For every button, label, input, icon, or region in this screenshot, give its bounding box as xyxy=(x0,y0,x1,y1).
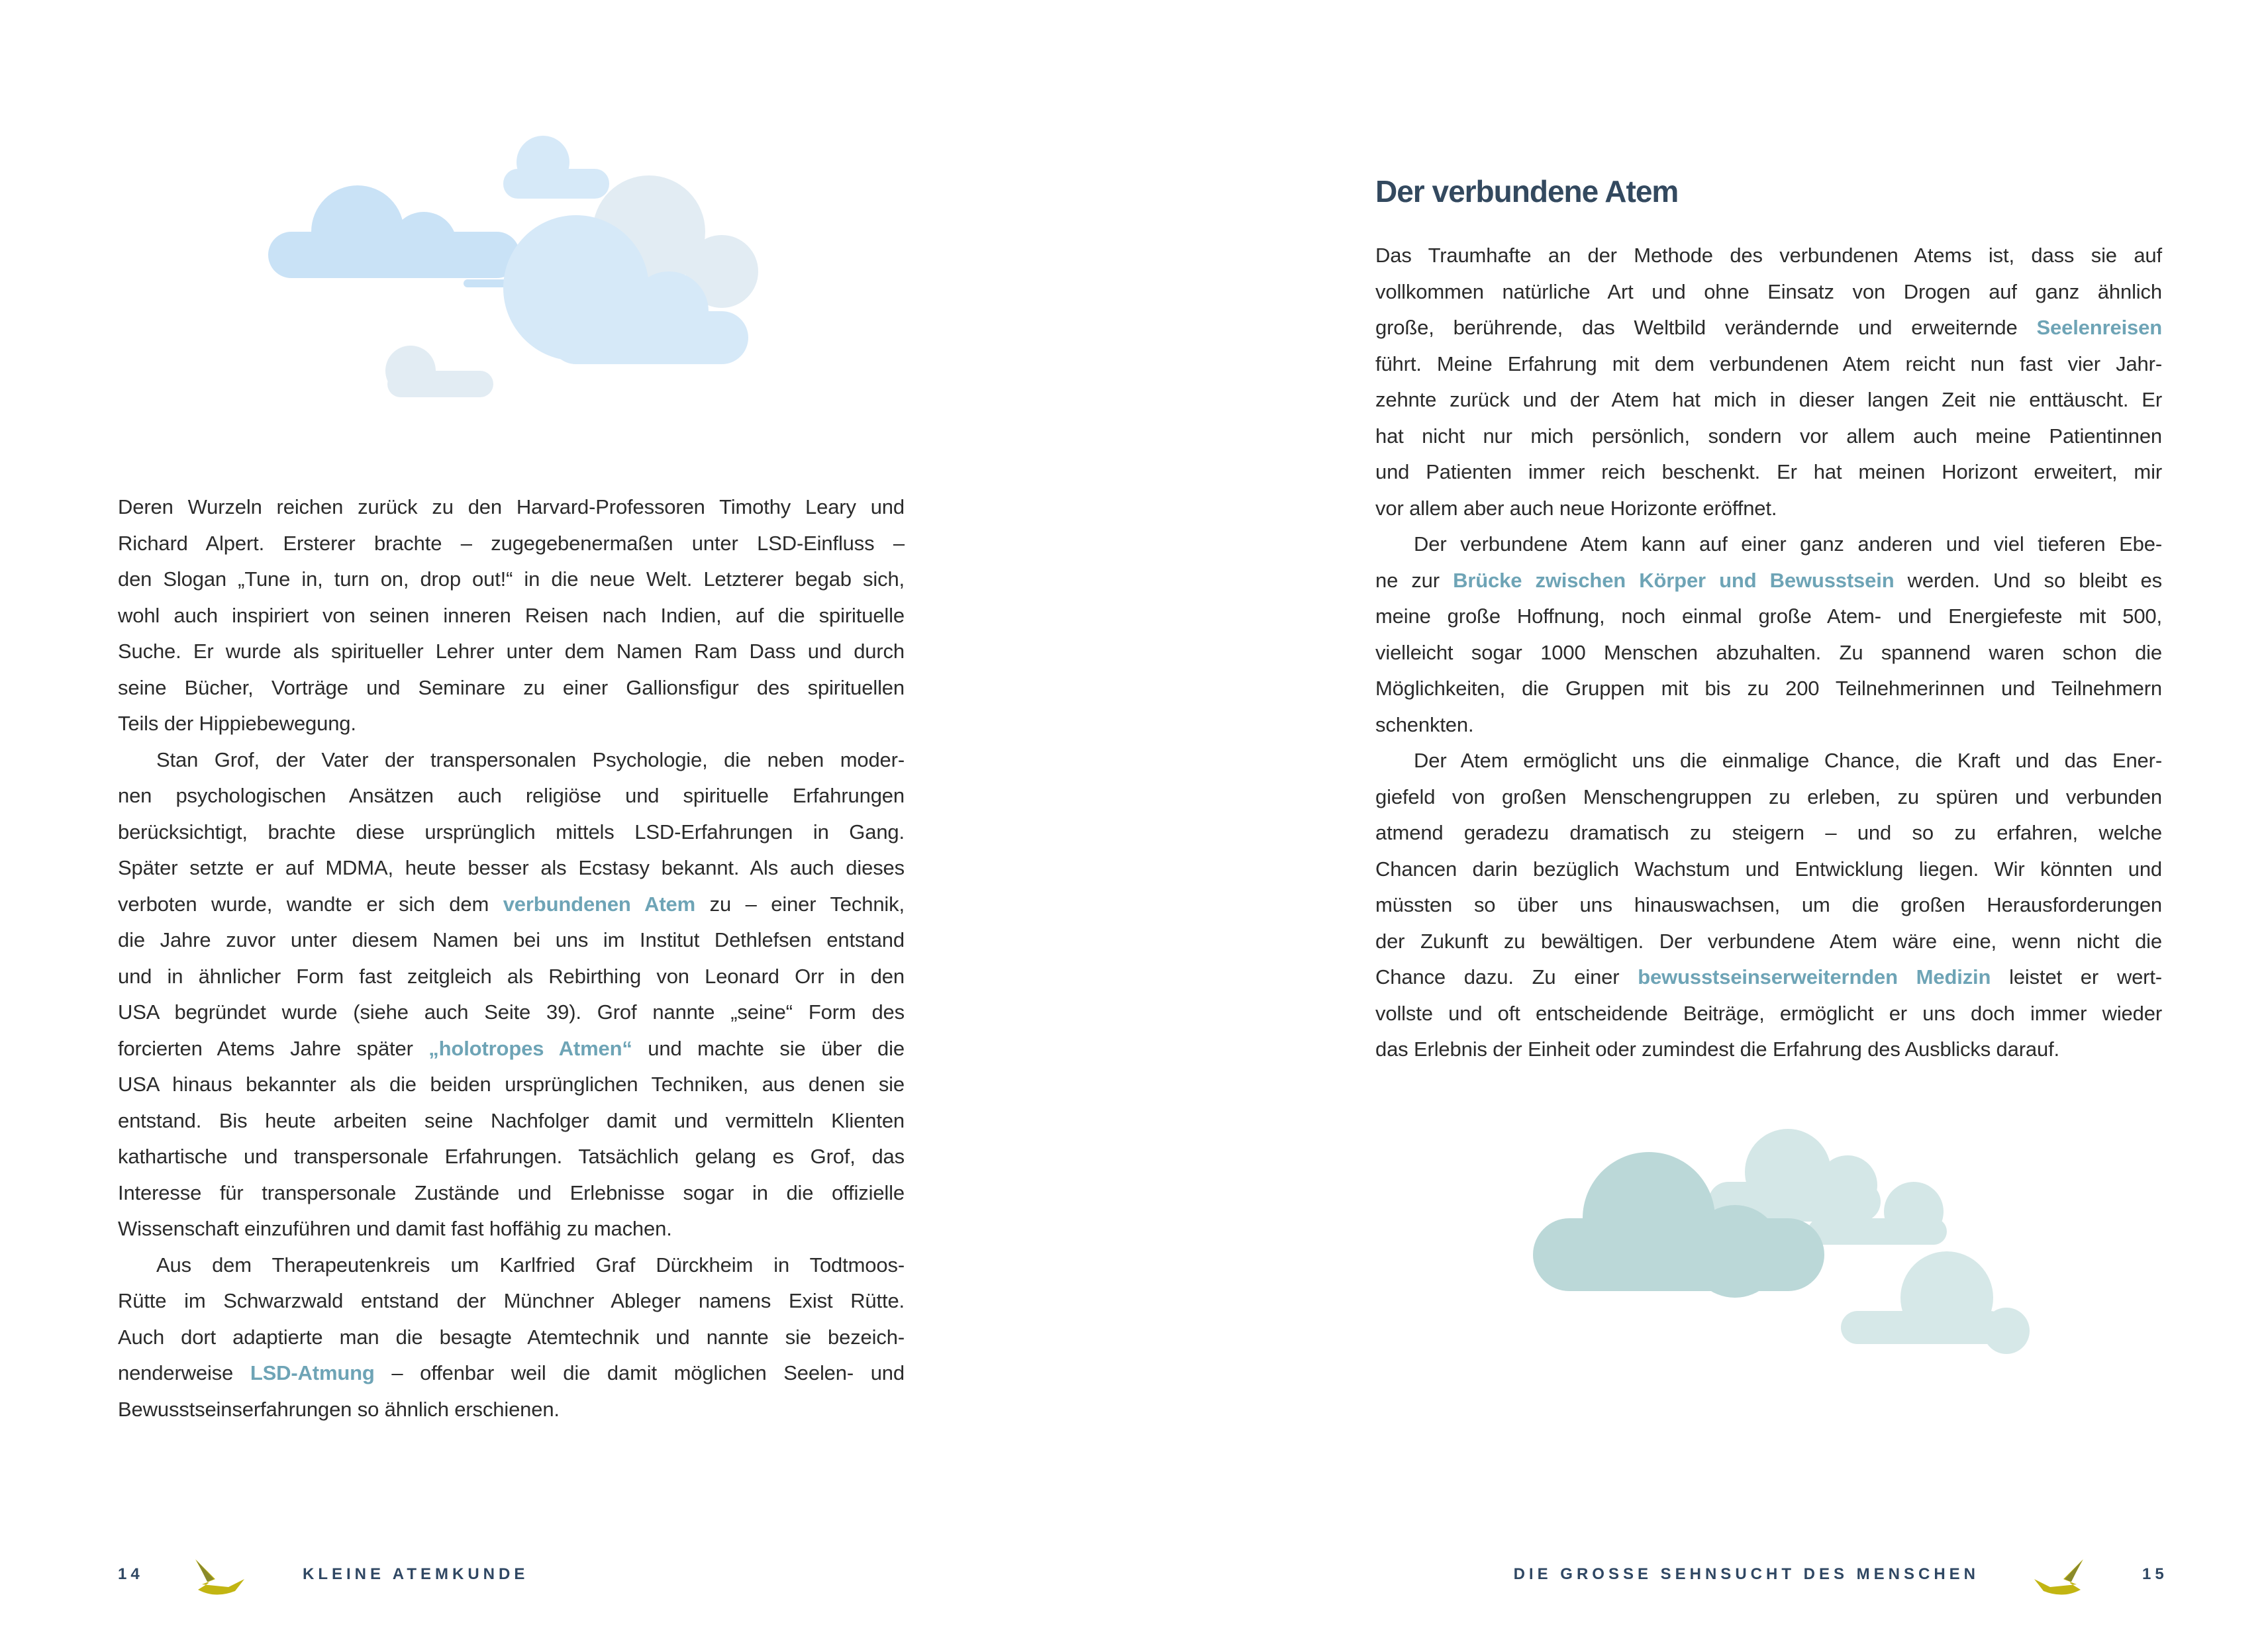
text-line xyxy=(1375,887,2162,924)
text-line xyxy=(118,489,905,526)
text-line xyxy=(118,1067,905,1103)
text-line xyxy=(1375,274,2162,311)
bird-icon xyxy=(2033,1553,2090,1599)
paragraph xyxy=(1375,238,2162,526)
text-segment: Der Atem ermöglicht uns die einmalige Chance, die Kraft und das Ener- xyxy=(1414,749,2162,772)
text-segment: entstand. Bis heute arbeiten seine Nachfolger damit und vermitteln Klienten xyxy=(118,1108,905,1132)
paragraph xyxy=(118,742,905,1247)
bird-icon xyxy=(189,1553,246,1599)
text-segment: Rütte im Schwarzwald entstand der Münchner Ableger namens Exist Rütte. xyxy=(118,1289,905,1312)
text-line xyxy=(118,814,905,851)
page-number-left: 14 xyxy=(118,1565,144,1583)
right-page-body xyxy=(1375,238,2162,1068)
text-line xyxy=(118,670,905,706)
text-segment: und in ähnlicher Form fast zeitgleich als Rebirthing von Leonard Orr in den xyxy=(118,964,905,988)
text-line xyxy=(1375,635,2162,671)
text-line xyxy=(118,922,905,959)
text-segment: USA hinaus bekannter als die beiden ursprünglichen Techniken, aus denen sie xyxy=(118,1073,905,1096)
text-line xyxy=(1375,346,2162,383)
text-segment: Stan Grof, der Vater der transpersonalen Psychologie, die neben moder- xyxy=(156,748,905,771)
text-segment: seine Bücher, Vorträge und Seminare zu einer Gallionsfigur des spirituellen xyxy=(118,675,905,699)
text-line xyxy=(1375,382,2162,418)
text-segment: Interesse für transpersonale Zustände und Erlebnisse sogar in die offizielle xyxy=(118,1181,905,1204)
text-line xyxy=(1375,779,2162,816)
text-line xyxy=(118,994,905,1031)
left-page-body xyxy=(118,489,905,1427)
text-line xyxy=(1375,959,2162,996)
text-segment: nen psychologischen Ansätzen auch religiöse und spirituelle Erfahrungen xyxy=(118,784,905,807)
text-segment: nenderweise xyxy=(118,1361,250,1384)
text-line xyxy=(118,887,905,923)
text-segment: USA begründet wurde (siehe auch Seite 39). Grof nannte „seine“ Form des xyxy=(118,1000,905,1024)
clouds-illustration-left xyxy=(265,132,848,410)
text-line xyxy=(1375,815,2162,851)
highlighted-term: „holotropes Atmen“ xyxy=(428,1036,632,1060)
text-line xyxy=(118,850,905,887)
text-segment: Möglichkeiten, die Gruppen mit bis zu 200 Teilnehmerinnen und Teilnehmern xyxy=(1375,677,2162,700)
text-segment: – offenbar weil die damit möglichen Seelen- und xyxy=(374,1361,905,1384)
text-segment: Später setzte er auf MDMA, heute besser als Ecstasy bekannt. Als auch dieses xyxy=(118,856,905,879)
text-segment: müssten so über uns hinauswachsen, um die großen Herausforderungen xyxy=(1375,893,2162,916)
text-line xyxy=(1375,526,2162,563)
text-segment: und machte sie über die xyxy=(632,1036,905,1060)
section-heading: Der verbundene Atem xyxy=(1375,174,1679,209)
text-line xyxy=(1375,491,2162,527)
text-line xyxy=(1375,599,2162,635)
text-line xyxy=(118,706,905,742)
text-segment: hat nicht nur mich persönlich, sondern vor allem auch meine Patientinnen xyxy=(1375,424,2162,448)
text-segment: Richard Alpert. Ersterer brachte – zugegebenermaßen unter LSD-Einfluss – xyxy=(118,531,905,555)
text-line xyxy=(118,598,905,634)
text-line xyxy=(1375,996,2162,1032)
text-segment: meine große Hoffnung, noch einmal große Atem- und Energiefeste mit 500, xyxy=(1375,604,2162,628)
text-segment: werden. Und so bleibt es xyxy=(1894,568,2162,592)
paragraph xyxy=(1375,743,2162,1068)
text-segment: vor allem aber auch neue Horizonte eröffnet. xyxy=(1375,496,1777,520)
text-line xyxy=(118,742,905,779)
clouds-illustration-right xyxy=(1530,1119,2033,1377)
text-segment: Wissenschaft einzuführen und damit fast hoffähig zu machen. xyxy=(118,1217,672,1240)
text-segment: und Patienten immer reich beschenkt. Er hat meinen Horizont erweitert, mir xyxy=(1375,460,2162,483)
text-segment: ne zur xyxy=(1375,568,1454,592)
text-segment: vielleicht sogar 1000 Menschen abzuhalten. Zu spannend waren schon die xyxy=(1375,640,2162,664)
text-segment: wohl auch inspiriert von seinen inneren Reisen nach Indien, auf die spirituelle xyxy=(118,603,905,627)
text-line xyxy=(1375,563,2162,599)
text-line xyxy=(1375,671,2162,707)
text-segment: Das Traumhafte an der Methode des verbundenen Atems ist, dass sie auf xyxy=(1375,244,2162,267)
text-segment: forcierten Atems Jahre später xyxy=(118,1036,429,1060)
text-segment: zehnte zurück und der Atem hat mich in dieser langen Zeit nie enttäuscht. Er xyxy=(1375,388,2162,411)
highlighted-term: LSD-Atmung xyxy=(250,1361,375,1384)
running-head-left: KLEINE ATEMKUNDE xyxy=(303,1565,529,1583)
highlighted-term: Brücke zwischen Körper und Bewusstsein xyxy=(1453,568,1895,592)
text-segment: die Jahre zuvor unter diesem Namen bei uns im Institut Dethlefsen entstand xyxy=(118,928,905,951)
text-line xyxy=(1375,743,2162,779)
text-line xyxy=(1375,707,2162,744)
text-segment: Teils der Hippiebewegung. xyxy=(118,712,356,735)
text-line xyxy=(118,1031,905,1067)
paragraph xyxy=(1375,526,2162,743)
text-segment: giefeld von großen Menschengruppen zu erleben, zu spüren und verbunden xyxy=(1375,785,2162,808)
text-line xyxy=(118,1320,905,1356)
text-segment: atmend geradezu dramatisch zu steigern – und so zu erfahren, welche xyxy=(1375,821,2162,844)
text-segment: den Slogan „Tune in, turn on, drop out!“ in die neue Welt. Letzterer begab sich, xyxy=(118,567,905,591)
text-line xyxy=(1375,310,2162,346)
page-number-right: 15 xyxy=(2142,1565,2168,1583)
text-segment: zu – einer Technik, xyxy=(695,892,905,916)
text-line xyxy=(118,1283,905,1320)
text-segment: Chancen darin bezüglich Wachstum und Entwicklung liegen. Wir könnten und xyxy=(1375,857,2162,881)
text-segment: kathartische und transpersonale Erfahrungen. Tatsächlich gelang es Grof, das xyxy=(118,1145,905,1168)
text-segment: schenkten. xyxy=(1375,712,1474,736)
text-segment: das Erlebnis der Einheit oder zumindest die Erfahrung des Ausblicks darauf. xyxy=(1375,1038,2060,1061)
text-line xyxy=(118,1355,905,1392)
paragraph xyxy=(118,489,905,742)
text-line xyxy=(1375,238,2162,274)
text-line xyxy=(118,1103,905,1139)
text-line xyxy=(118,778,905,814)
text-line xyxy=(118,959,905,995)
text-segment: leistet er wert- xyxy=(1991,965,2162,989)
text-line xyxy=(118,561,905,598)
text-segment: vollkommen natürliche Art und ohne Einsatz von Drogen auf ganz ähnlich xyxy=(1375,279,2162,303)
text-segment: berücksichtigt, brachte diese ursprünglich mittels LSD-Erfahrungen in Gang. xyxy=(118,820,905,844)
highlighted-term: Seelenreisen xyxy=(2036,316,2162,339)
text-segment: große, berührende, das Weltbild verändernde und erweiternde xyxy=(1375,316,2037,339)
text-segment: Bewusstseinserfahrungen so ähnlich erschienen. xyxy=(118,1397,560,1421)
running-head-right: DIE GROSSE SEHNSUCHT DES MENSCHEN xyxy=(1513,1565,1979,1583)
text-line xyxy=(118,526,905,562)
highlighted-term: verbundenen Atem xyxy=(503,892,696,916)
text-line xyxy=(118,634,905,670)
text-line xyxy=(1375,1032,2162,1068)
text-segment: Suche. Er wurde als spiritueller Lehrer unter dem Namen Ram Dass und durch xyxy=(118,640,905,663)
text-line xyxy=(1375,454,2162,491)
text-line xyxy=(1375,851,2162,888)
text-segment: Deren Wurzeln reichen zurück zu den Harvard-Professoren Timothy Leary und xyxy=(118,495,905,518)
highlighted-term: bewusstseinserweiternden Medizin xyxy=(1638,965,1991,989)
text-line xyxy=(118,1211,905,1247)
text-line xyxy=(118,1175,905,1212)
paragraph xyxy=(118,1247,905,1428)
text-segment: Auch dort adaptierte man die besagte Atemtechnik und nannte sie bezeich- xyxy=(118,1325,905,1349)
text-line xyxy=(118,1247,905,1284)
text-segment: Chance dazu. Zu einer xyxy=(1375,965,1638,989)
text-segment: vollste und oft entscheidende Beiträge, ermöglicht er uns doch immer wieder xyxy=(1375,1001,2162,1025)
text-line xyxy=(1375,418,2162,455)
text-line xyxy=(1375,924,2162,960)
text-line xyxy=(118,1139,905,1175)
text-segment: Aus dem Therapeutenkreis um Karlfried Graf Dürckheim in Todtmoos- xyxy=(156,1253,905,1277)
text-segment: verboten wurde, wandte er sich dem xyxy=(118,892,503,916)
text-line xyxy=(118,1392,905,1428)
text-segment: führt. Meine Erfahrung mit dem verbundenen Atem reicht nun fast vier Jahr- xyxy=(1375,352,2162,375)
text-segment: der Zukunft zu bewältigen. Der verbundene Atem wäre eine, wenn nicht die xyxy=(1375,929,2162,953)
text-segment: Der verbundene Atem kann auf einer ganz anderen und viel tieferen Ebe- xyxy=(1414,532,2162,555)
